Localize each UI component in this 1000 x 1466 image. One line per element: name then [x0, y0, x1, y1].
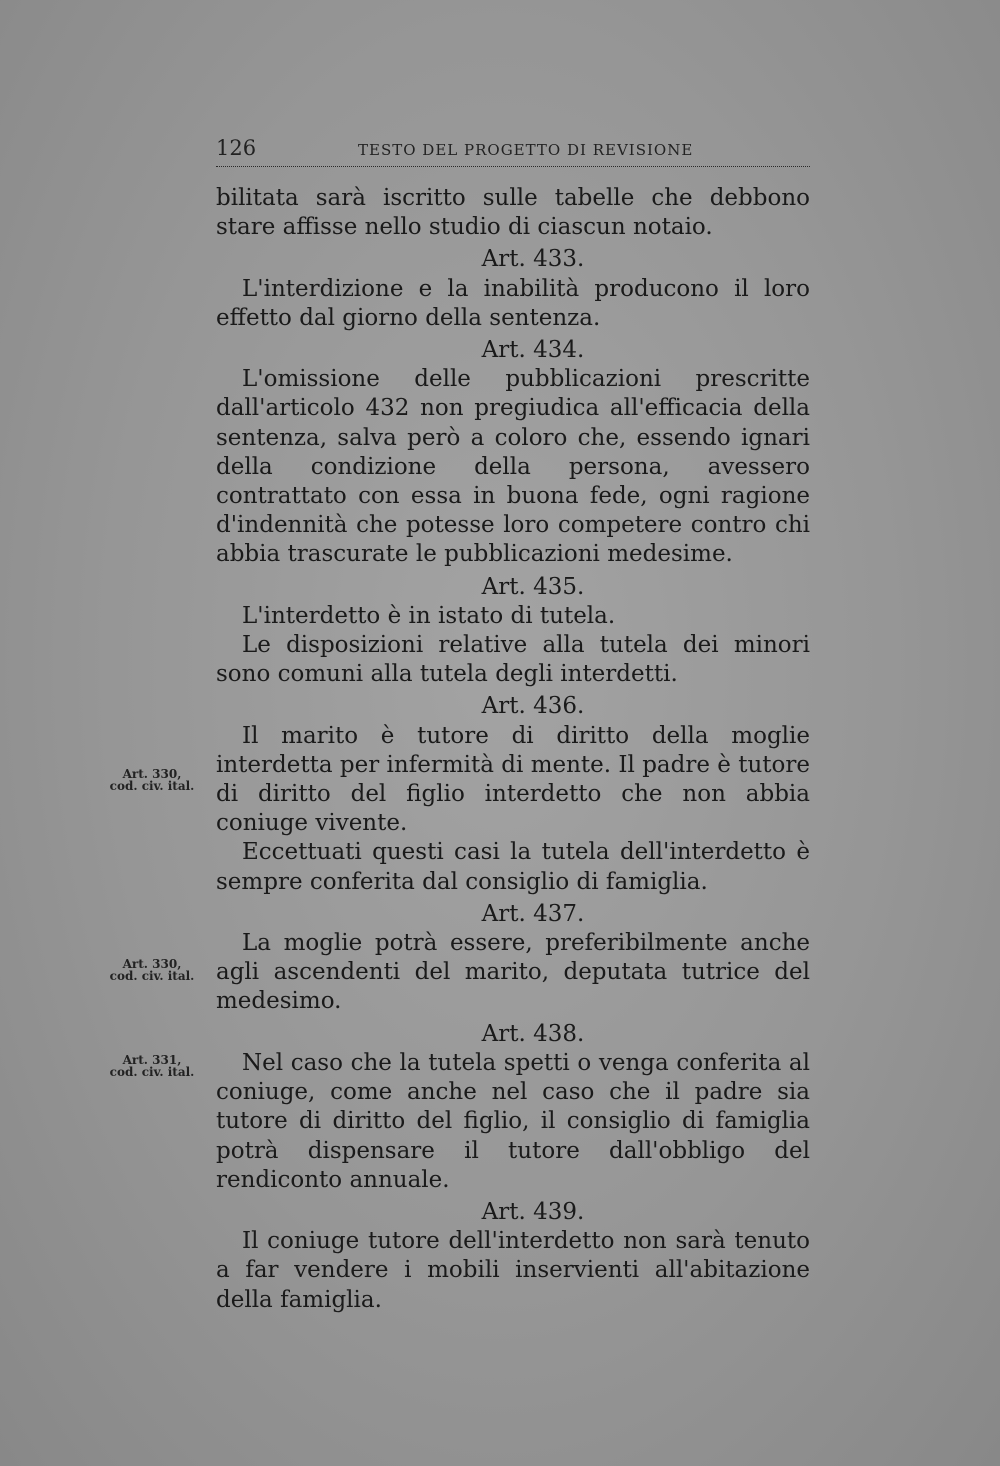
running-title: TESTO DEL PROGETTO DI REVISIONE [358, 141, 694, 159]
article-439-text: Il coniuge tutore dell'interdetto non sarà tenuto a far vendere i mobili inservienti all'abitazione della famiglia. [216, 1228, 810, 1313]
article-heading-438: Art. 438. [481, 1020, 585, 1047]
margin-note-article: Art. 330, [122, 957, 182, 971]
article-heading-435: Art. 435. [481, 573, 585, 600]
article-438-text: Nel caso che la tutela spetti o venga conferita al coniuge, come anche nel caso che il padre sia tutore di diritto del figlio, il consiglio di famiglia potrà dispensare il tutore dall'obbligo del rendiconto annuale. [216, 1049, 810, 1193]
article-434-text: L'omissione delle pubblicazioni prescritte dall'articolo 432 non pregiudica all'efficacia della sentenza, salva però a coloro che, essendo ignari della condizione della persona, avessero contrattato con essa in buona fede, ogni ragione d'indennità che potesse loro competere contro chi abbia trascurate le pubblicazioni medesime. [216, 366, 810, 568]
page-header [216, 136, 810, 167]
article-heading-433: Art. 433. [481, 246, 585, 273]
margin-note-art-437 [102, 958, 202, 982]
article-435-text-1: L'interdetto è in istato di tutela. [242, 602, 616, 629]
page-body [216, 184, 810, 1315]
article-heading-434: Art. 434. [481, 337, 585, 364]
page-number: 126 [216, 136, 257, 160]
article-433-text: L'interdizione e la inabilità producono il loro effetto dal giorno della sentenza. [216, 275, 810, 331]
margin-note-code: cod. civ. ital. [109, 969, 195, 983]
margin-note-article: Art. 330, [122, 767, 182, 781]
margin-note-art-436 [102, 768, 202, 792]
margin-note-code: cod. civ. ital. [109, 1065, 195, 1079]
margin-note-art-438 [102, 1054, 202, 1078]
article-436-text-1: Il marito è tutore di diritto della moglie interdetta per infermità di mente. Il padre è tutore di diritto del figlio interdetto che non abbia coniuge vivente. [216, 722, 810, 837]
margin-note-article: Art. 331, [122, 1053, 182, 1067]
article-435-text-2: Le disposizioni relative alla tutela dei minori sono comuni alla tutela degli interdetti. [216, 632, 810, 688]
article-heading-439: Art. 439. [481, 1198, 585, 1225]
margin-note-code: cod. civ. ital. [109, 779, 195, 793]
article-heading-437: Art. 437. [481, 900, 585, 927]
article-437-text: La moglie potrà essere, preferibilmente anche agli ascendenti del marito, deputata tutrice del medesimo. [216, 930, 810, 1015]
article-436-text-2: Eccettuati questi casi la tutela dell'interdetto è sempre conferita dal consiglio di famiglia. [216, 839, 810, 895]
paragraph-continued: bilitata sarà iscritto sulle tabelle che debbono stare affisse nello studio di ciascun notaio. [216, 185, 810, 241]
article-heading-436: Art. 436. [481, 693, 585, 720]
